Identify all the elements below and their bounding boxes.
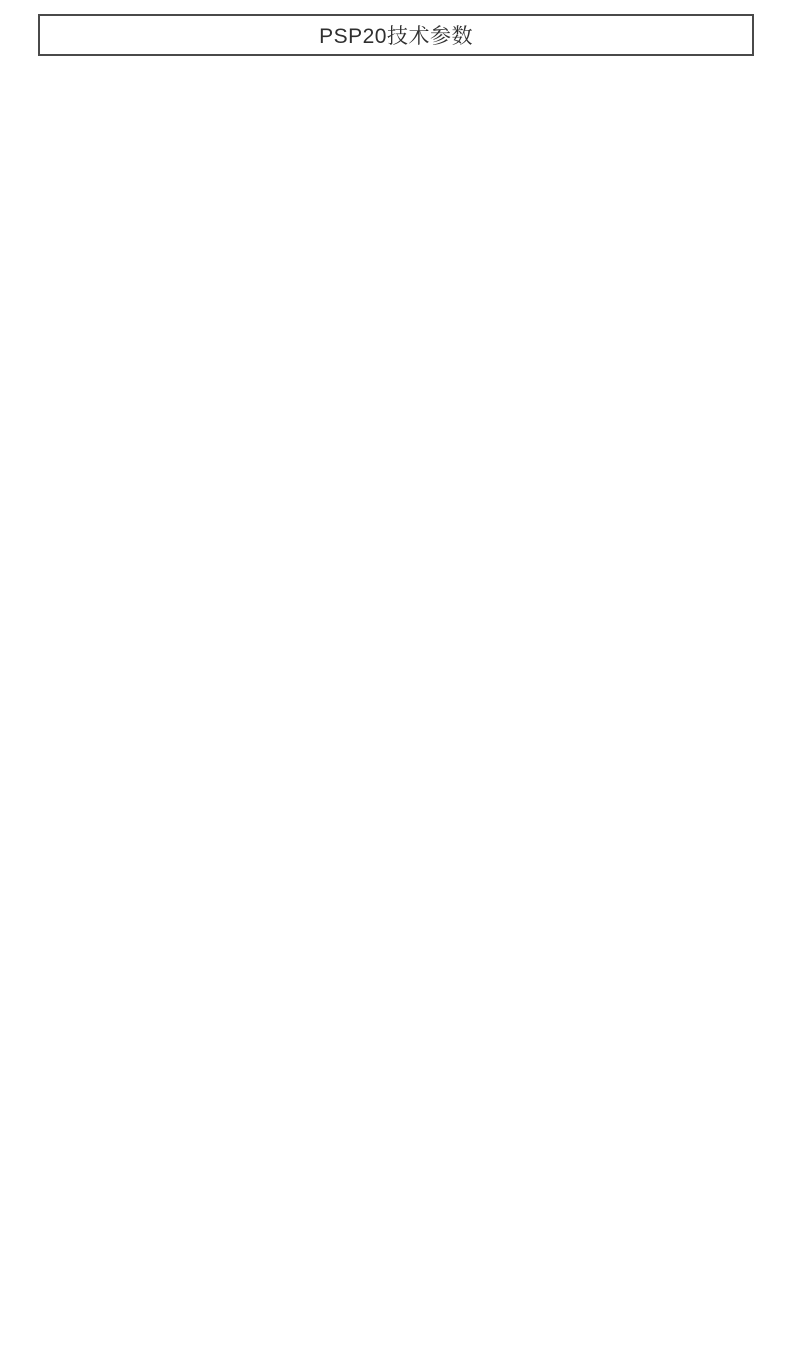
spec-table — [38, 14, 754, 56]
page-title: PSP20技术参数 — [39, 15, 753, 55]
spec-table-body — [39, 15, 753, 55]
title-row — [39, 15, 753, 55]
